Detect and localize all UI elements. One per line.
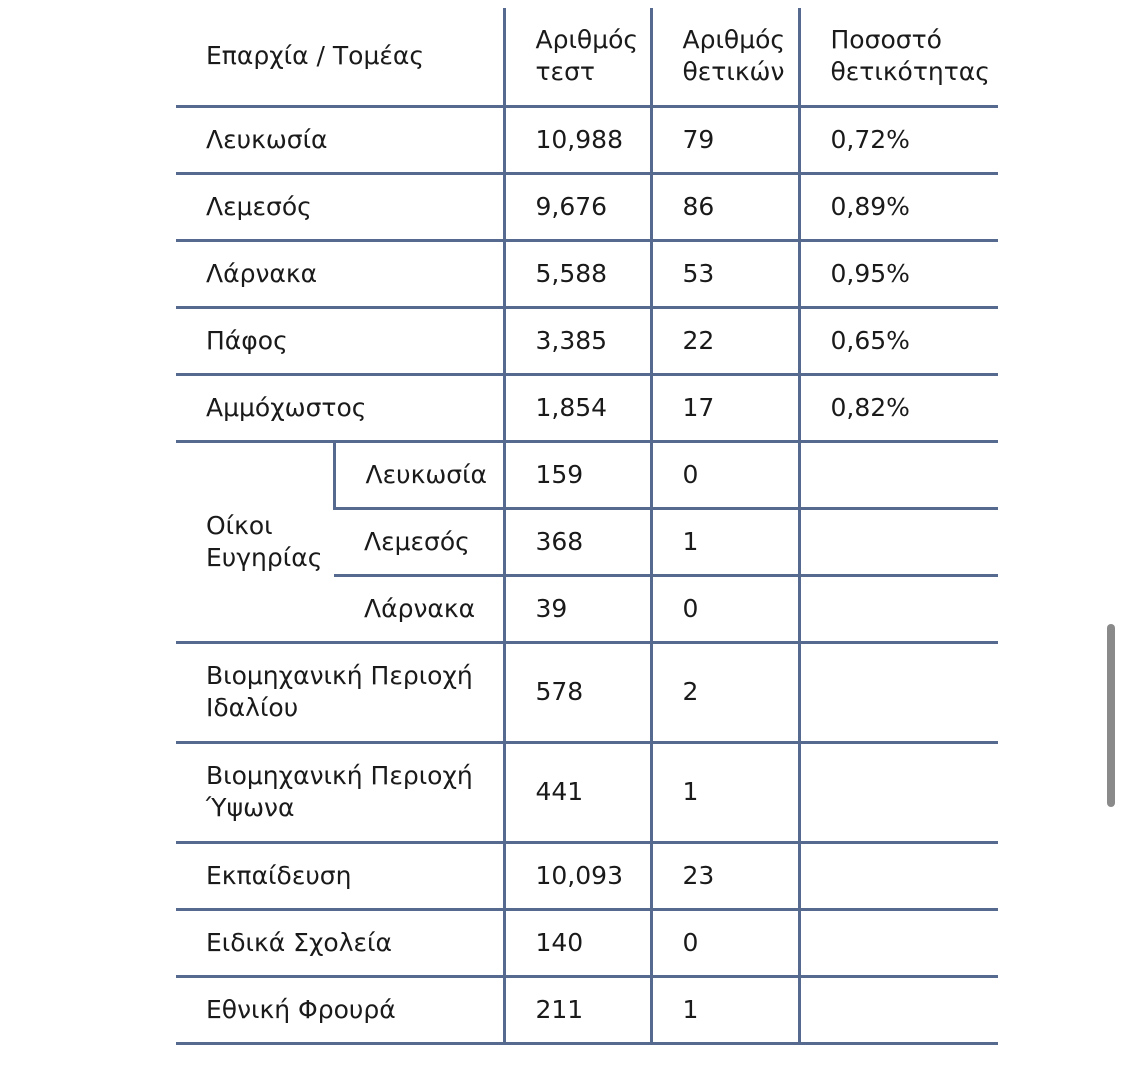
rate-cell: 0,82% <box>799 374 998 441</box>
tests-cell: 10,988 <box>504 106 651 173</box>
table-row <box>176 642 998 742</box>
row-label: Λάρνακα <box>334 575 504 642</box>
row-label: Βιομηχανική Περιοχή Ύψωνα <box>176 742 504 842</box>
positives-cell: 1 <box>651 508 799 575</box>
rate-cell: 0,65% <box>799 307 998 374</box>
header-positives: Αριθμός θετικών <box>651 8 799 106</box>
header-tests: Αριθμός τεστ <box>504 8 651 106</box>
tests-cell: 211 <box>504 976 651 1043</box>
table-row <box>176 909 998 976</box>
row-label: Λεμεσός <box>176 173 504 240</box>
header-region: Επαρχία / Τομέας <box>176 8 504 106</box>
row-label: Αμμόχωστος <box>176 374 504 441</box>
row-label: Πάφος <box>176 307 504 374</box>
tests-cell: 5,588 <box>504 240 651 307</box>
rate-cell-empty <box>799 742 998 842</box>
rate-cell: 0,72% <box>799 106 998 173</box>
tests-cell: 3,385 <box>504 307 651 374</box>
table-row <box>176 742 998 842</box>
rate-cell-empty <box>799 508 998 575</box>
positives-cell: 0 <box>651 441 799 508</box>
positives-cell: 17 <box>651 374 799 441</box>
rate-cell-empty <box>799 642 998 742</box>
rate-cell-empty <box>799 441 998 508</box>
table-row <box>176 173 998 240</box>
positives-cell: 22 <box>651 307 799 374</box>
results-table <box>176 8 998 1045</box>
tests-cell: 9,676 <box>504 173 651 240</box>
positives-cell: 2 <box>651 642 799 742</box>
tests-cell: 10,093 <box>504 842 651 909</box>
tests-cell: 441 <box>504 742 651 842</box>
results-table-container <box>176 8 998 1045</box>
tests-cell: 368 <box>504 508 651 575</box>
rate-cell: 0,95% <box>799 240 998 307</box>
tests-cell: 578 <box>504 642 651 742</box>
rate-cell-empty <box>799 575 998 642</box>
row-label: Λεμεσός <box>334 508 504 575</box>
positives-cell: 23 <box>651 842 799 909</box>
row-label: Λευκωσία <box>176 106 504 173</box>
rate-cell-empty <box>799 842 998 909</box>
tests-cell: 39 <box>504 575 651 642</box>
row-label: Ειδικά Σχολεία <box>176 909 504 976</box>
rate-cell: 0,89% <box>799 173 998 240</box>
table-row <box>176 976 998 1043</box>
tests-cell: 140 <box>504 909 651 976</box>
row-label: Λάρνακα <box>176 240 504 307</box>
positives-cell: 86 <box>651 173 799 240</box>
row-label: Βιομηχανική Περιοχή Ιδαλίου <box>176 642 504 742</box>
row-label: Εκπαίδευση <box>176 842 504 909</box>
positives-cell: 79 <box>651 106 799 173</box>
tests-cell: 1,854 <box>504 374 651 441</box>
table-row <box>176 374 998 441</box>
positives-cell: 0 <box>651 909 799 976</box>
table-row <box>176 842 998 909</box>
rate-cell-empty <box>799 976 998 1043</box>
table-row <box>176 106 998 173</box>
row-label: Εθνική Φρουρά <box>176 976 504 1043</box>
positives-cell: 1 <box>651 976 799 1043</box>
row-label: Λευκωσία <box>334 441 504 508</box>
tests-cell: 159 <box>504 441 651 508</box>
table-row <box>176 240 998 307</box>
table-row-care-home <box>176 441 998 508</box>
care-homes-group-label: Οίκοι Ευγηρίας <box>176 441 334 642</box>
positives-cell: 53 <box>651 240 799 307</box>
table-header-row <box>176 8 998 106</box>
vertical-scrollbar[interactable] <box>1107 624 1115 807</box>
header-positivity-rate: Ποσοστό θετικότητας <box>799 8 998 106</box>
positives-cell: 0 <box>651 575 799 642</box>
table-row <box>176 307 998 374</box>
rate-cell-empty <box>799 909 998 976</box>
positives-cell: 1 <box>651 742 799 842</box>
